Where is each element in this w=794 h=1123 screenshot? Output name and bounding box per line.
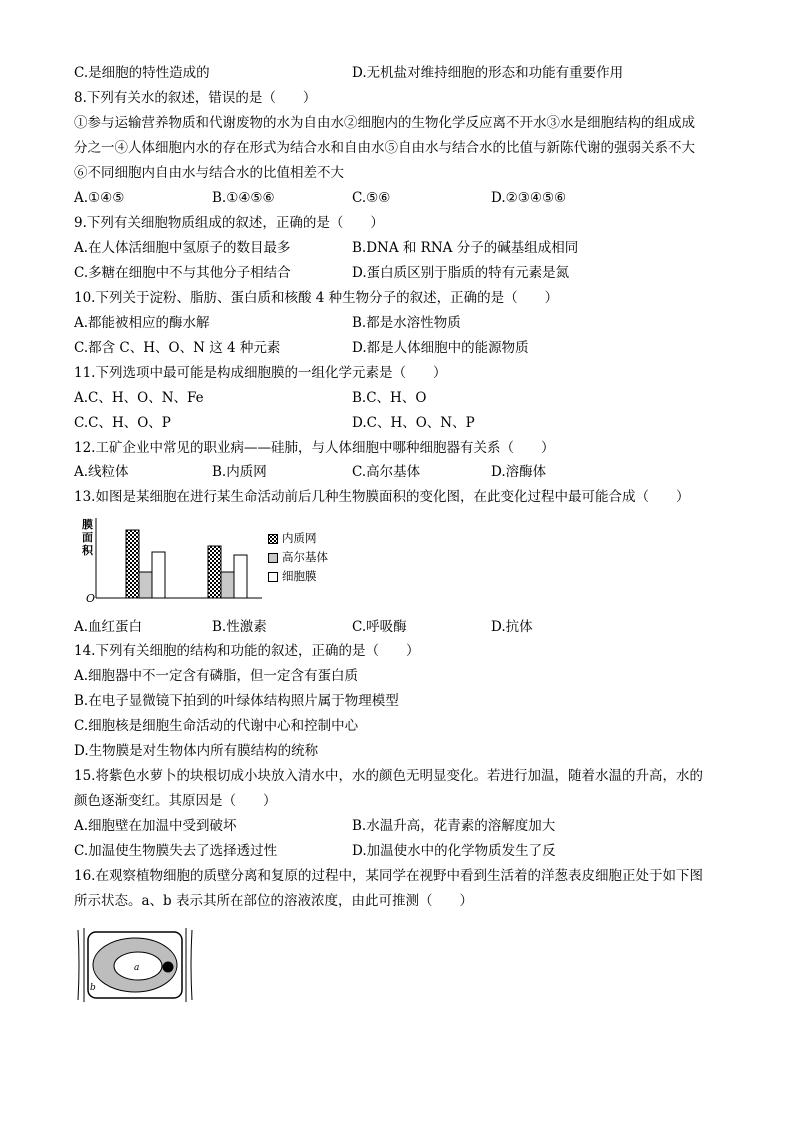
bar-white-0 (152, 552, 165, 598)
bar-white-1 (234, 555, 247, 598)
q10-option-c: C.都含 C、H、O、N 这 4 种元素 (74, 340, 281, 356)
bar-gray-0 (139, 572, 152, 598)
q10-stem: 10.下列关于淀粉、脂肪、蛋白质和核酸 4 种生物分子的叙述，正确的是（ ） (74, 290, 559, 306)
bar-gray-1 (221, 572, 234, 598)
legend-label: 内质网 (282, 531, 317, 545)
q15-option-a: A.细胞壁在加温中受到破坏 (74, 818, 237, 834)
q12-option-b: B.内质网 (212, 464, 267, 480)
chart-legend (268, 529, 328, 586)
q9-option-c: C.多糖在细胞中不与其他分子相结合 (74, 265, 291, 281)
q14-option-b: B.在电子显微镜下拍到的叶绿体结构照片属于物理模型 (74, 693, 399, 709)
q8-option-d: D.②③④⑤⑥ (491, 190, 567, 206)
y-axis-label-1: 膜 (82, 518, 93, 531)
legend-label: 细胞膜 (282, 569, 317, 583)
q15-option-c: C.加温使生物膜失去了选择透过性 (74, 843, 278, 859)
q15-option-b: B.水温升高，花青素的溶解度加大 (352, 818, 556, 834)
q7-option-c: C.是细胞的特性造成的 (74, 65, 210, 81)
q9-option-a: A.在人体活细胞中氢原子的数目最多 (74, 240, 291, 256)
q12-option-a: A.线粒体 (74, 464, 129, 480)
q13-option-c: C.呼吸酶 (352, 619, 407, 635)
bar-checker-1 (208, 546, 221, 598)
q11-option-a: A.C、H、O、N、Fe (74, 390, 204, 406)
q9-option-d: D.蛋白质区别于脂质的特有元素是氮 (352, 265, 570, 281)
origin-label: O (86, 592, 96, 605)
q12-option-c: C.高尔基体 (352, 464, 421, 480)
bar-checker-0 (126, 530, 139, 598)
legend-swatch-gray (268, 553, 278, 563)
legend-swatch-checker (268, 534, 278, 544)
q16-stem-line2: 所示状态。a、b 表示其所在部位的溶液浓度，由此可推测（ ） (74, 893, 473, 909)
q8-text-line3: ⑥不同细胞内自由水与结合水的比值相差不大 (74, 165, 344, 181)
q11-stem: 11.下列选项中最可能是构成细胞膜的一组化学元素是（ ） (74, 365, 447, 381)
q11-option-c: C.C、H、O、P (74, 415, 171, 431)
q13-option-a: A.血红蛋白 (74, 619, 143, 635)
q10-option-a: A.都能被相应的酶水解 (74, 315, 210, 331)
q12-stem: 12.工矿企业中常见的职业病——硅肺，与人体细胞中哪种细胞器有关系（ ） (74, 440, 555, 456)
q8-text-line1: ①参与运输营养物质和代谢废物的水为自由水②细胞内的生物化学反应离不开水③水是细胞结构的组成成 (74, 115, 695, 131)
q14-option-c: C.细胞核是细胞生命活动的代谢中心和控制中心 (74, 718, 359, 734)
q10-option-b: B.都是水溶性物质 (352, 315, 461, 331)
q15-stem-line1: 15.将紫色水萝卜的块根切成小块放入清水中，水的颜色无明显变化。若进行加温，随着水温的升高，水的 (74, 768, 703, 784)
q14-option-d: D.生物膜是对生物体内所有膜结构的统称 (74, 743, 319, 759)
q14-stem: 14.下列有关细胞的结构和功能的叙述，正确的是（ ） (74, 643, 420, 659)
legend-item-golgi (268, 548, 328, 567)
q13-stem: 13.如图是某细胞在进行某生命活动前后几种生物膜面积的变化图，在此变化过程中最可能合成（ ） (74, 489, 690, 505)
membrane-area-bar-chart (74, 514, 264, 606)
q9-option-b: B.DNA 和 RNA 分子的碱基组成相同 (352, 240, 579, 256)
q10-option-d: D.都是人体细胞中的能源物质 (352, 340, 529, 356)
legend-label: 高尔基体 (282, 550, 328, 564)
label-b: b (90, 983, 96, 993)
q13-option-d: D.抗体 (491, 619, 533, 635)
legend-swatch-white (268, 572, 278, 582)
nucleus (163, 962, 174, 973)
legend-item-cell-membrane (268, 567, 328, 586)
q12-option-d: D.溶酶体 (491, 464, 547, 480)
y-axis-label-3: 积 (82, 544, 93, 557)
q8-text-line2: 分之一④人体细胞内水的存在形式为结合水和自由水⑤自由水与结合水的比值与新陈代谢的强弱关系不大 (74, 140, 695, 156)
label-a: a (134, 963, 140, 973)
q11-option-b: B.C、H、O (352, 390, 427, 406)
q13-option-b: B.性激素 (212, 619, 267, 635)
legend-item-er (268, 529, 328, 548)
q16-stem-line1: 16.在观察植物细胞的质壁分离和复原的过程中，某同学在视野中看到生活着的洋葱表皮细胞正处于如下图 (74, 868, 703, 884)
q8-stem: 8.下列有关水的叙述，错误的是（ ） (74, 90, 317, 106)
q9-stem: 9.下列有关细胞物质组成的叙述，正确的是（ ） (74, 215, 384, 231)
q7-option-d: D.无机盐对维持细胞的形态和功能有重要作用 (352, 65, 624, 81)
q14-option-a: A.细胞器中不一定含有磷脂，但一定含有蛋白质 (74, 668, 359, 684)
q8-option-a: A.①④⑤ (74, 190, 125, 206)
q15-stem-line2: 颜色逐渐变红。其原因是（ ） (74, 793, 277, 809)
q11-option-d: D.C、H、O、N、P (352, 415, 475, 431)
q8-option-b: B.①④⑤⑥ (212, 190, 275, 206)
y-axis-label-2: 面 (82, 531, 93, 544)
q8-option-c: C.⑤⑥ (352, 190, 391, 206)
plasmolysis-cell-diagram (76, 926, 196, 1004)
q15-option-d: D.加温使水中的化学物质发生了反 (352, 843, 556, 859)
